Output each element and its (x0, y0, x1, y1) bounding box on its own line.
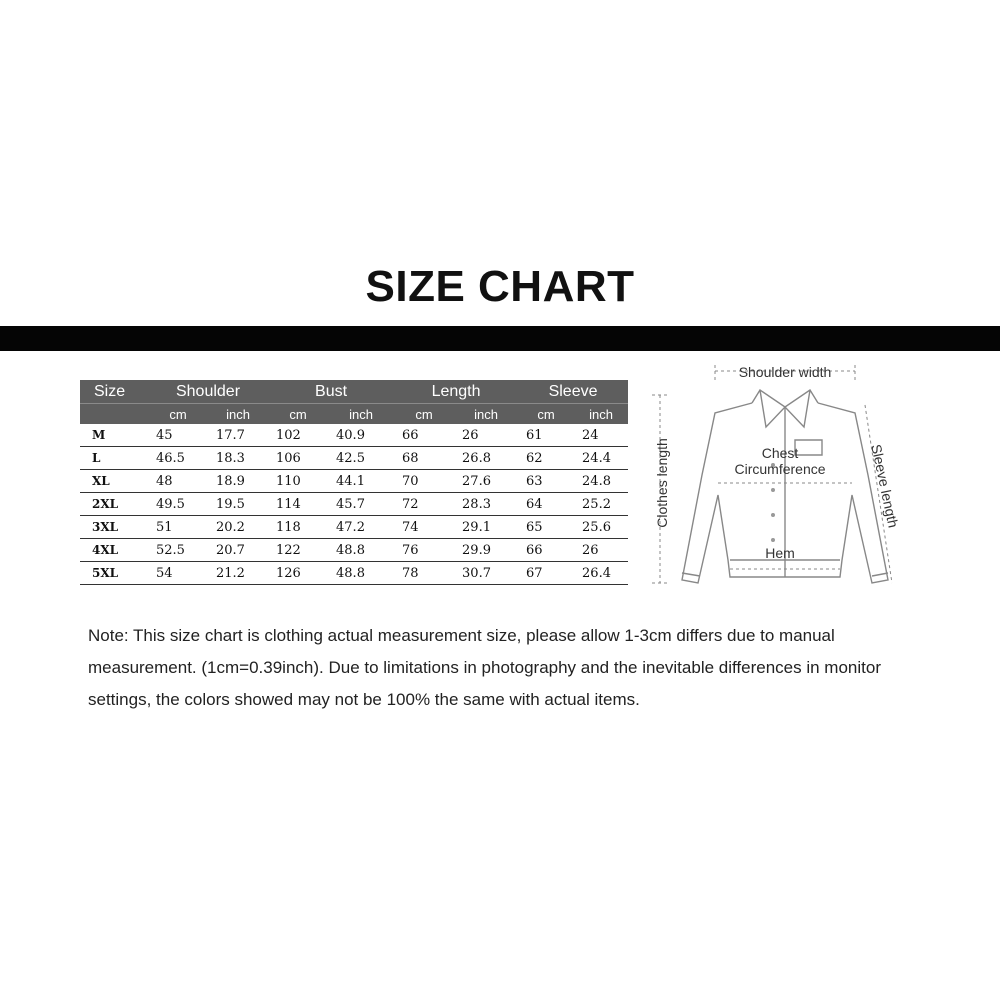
value-cell: 68 (394, 447, 454, 470)
chest-label-line2: Circumference (734, 461, 826, 477)
header-size: Size (80, 380, 148, 404)
value-cell: 18.3 (208, 447, 268, 470)
value-cell: 27.6 (454, 470, 518, 493)
value-cell: 63 (518, 470, 574, 493)
value-cell: 66 (518, 539, 574, 562)
value-cell: 42.5 (328, 447, 394, 470)
value-cell: 28.3 (454, 493, 518, 516)
header-bust: Bust (268, 380, 394, 404)
header-unit: cm (394, 404, 454, 425)
value-cell: 26.4 (574, 562, 628, 585)
table-row (80, 539, 628, 562)
table-row (80, 447, 628, 470)
value-cell: 76 (394, 539, 454, 562)
value-cell: 74 (394, 516, 454, 539)
header-sleeve: Sleeve (518, 380, 628, 404)
header-unit: cm (518, 404, 574, 425)
table-header-units (80, 404, 628, 425)
table-header-groups (80, 380, 628, 404)
table-row (80, 470, 628, 493)
value-cell: 48.8 (328, 539, 394, 562)
size-cell: L (80, 447, 148, 470)
value-cell: 29.9 (454, 539, 518, 562)
value-cell: 62 (518, 447, 574, 470)
header-unit: inch (454, 404, 518, 425)
value-cell: 24 (574, 424, 628, 447)
value-cell: 106 (268, 447, 328, 470)
table-row (80, 493, 628, 516)
value-cell: 67 (518, 562, 574, 585)
title-divider-bar (0, 326, 1000, 351)
header-length: Length (394, 380, 518, 404)
value-cell: 118 (268, 516, 328, 539)
size-cell: 2XL (80, 493, 148, 516)
table-row (80, 562, 628, 585)
header-unit-blank (80, 404, 148, 425)
value-cell: 114 (268, 493, 328, 516)
value-cell: 48 (148, 470, 208, 493)
value-cell: 72 (394, 493, 454, 516)
shoulder-width-label: Shoulder width (738, 364, 832, 380)
shirt-measurement-diagram-icon (640, 355, 970, 605)
value-cell: 102 (268, 424, 328, 447)
size-cell: XL (80, 470, 148, 493)
header-unit: cm (148, 404, 208, 425)
header-unit: inch (208, 404, 268, 425)
value-cell: 29.1 (454, 516, 518, 539)
value-cell: 49.5 (148, 493, 208, 516)
value-cell: 65 (518, 516, 574, 539)
value-cell: 54 (148, 562, 208, 585)
table-body (80, 424, 628, 585)
value-cell: 26 (574, 539, 628, 562)
value-cell: 78 (394, 562, 454, 585)
value-cell: 61 (518, 424, 574, 447)
sleeve-length-label: Sleeve length (868, 442, 902, 530)
value-cell: 26 (454, 424, 518, 447)
value-cell: 66 (394, 424, 454, 447)
value-cell: 24.4 (574, 447, 628, 470)
value-cell: 52.5 (148, 539, 208, 562)
value-cell: 24.8 (574, 470, 628, 493)
value-cell: 25.2 (574, 493, 628, 516)
value-cell: 21.2 (208, 562, 268, 585)
value-cell: 126 (268, 562, 328, 585)
value-cell: 44.1 (328, 470, 394, 493)
value-cell: 64 (518, 493, 574, 516)
value-cell: 46.5 (148, 447, 208, 470)
value-cell: 20.7 (208, 539, 268, 562)
header-shoulder: Shoulder (148, 380, 268, 404)
value-cell: 47.2 (328, 516, 394, 539)
header-unit: cm (268, 404, 328, 425)
value-cell: 48.8 (328, 562, 394, 585)
value-cell: 19.5 (208, 493, 268, 516)
value-cell: 40.9 (328, 424, 394, 447)
page-title: SIZE CHART (365, 262, 635, 311)
value-cell: 45.7 (328, 493, 394, 516)
value-cell: 17.7 (208, 424, 268, 447)
value-cell: 70 (394, 470, 454, 493)
table-row (80, 424, 628, 447)
size-cell: 4XL (80, 539, 148, 562)
value-cell: 20.2 (208, 516, 268, 539)
chest-label-line1: Chest (761, 445, 799, 461)
value-cell: 51 (148, 516, 208, 539)
value-cell: 25.6 (574, 516, 628, 539)
size-cell: 3XL (80, 516, 148, 539)
header-unit: inch (328, 404, 394, 425)
size-cell: 5XL (80, 562, 148, 585)
value-cell: 30.7 (454, 562, 518, 585)
value-cell: 45 (148, 424, 208, 447)
header-unit: inch (574, 404, 628, 425)
size-note: Note: This size chart is clothing actual measurement size, please allow 1-3cm differs due to manual measurement. (1cm=0.39inch). Due to limitations in photography and the inevitable differences in monitor settings, the colors showed may not be 100% the same with actual items. (88, 626, 881, 709)
clothes-length-label: Clothes length (654, 438, 670, 528)
value-cell: 26.8 (454, 447, 518, 470)
value-cell: 110 (268, 470, 328, 493)
table-row (80, 516, 628, 539)
value-cell: 18.9 (208, 470, 268, 493)
size-chart-table (80, 380, 628, 585)
value-cell: 122 (268, 539, 328, 562)
hem-label: Hem (765, 545, 795, 561)
size-cell: M (80, 424, 148, 447)
